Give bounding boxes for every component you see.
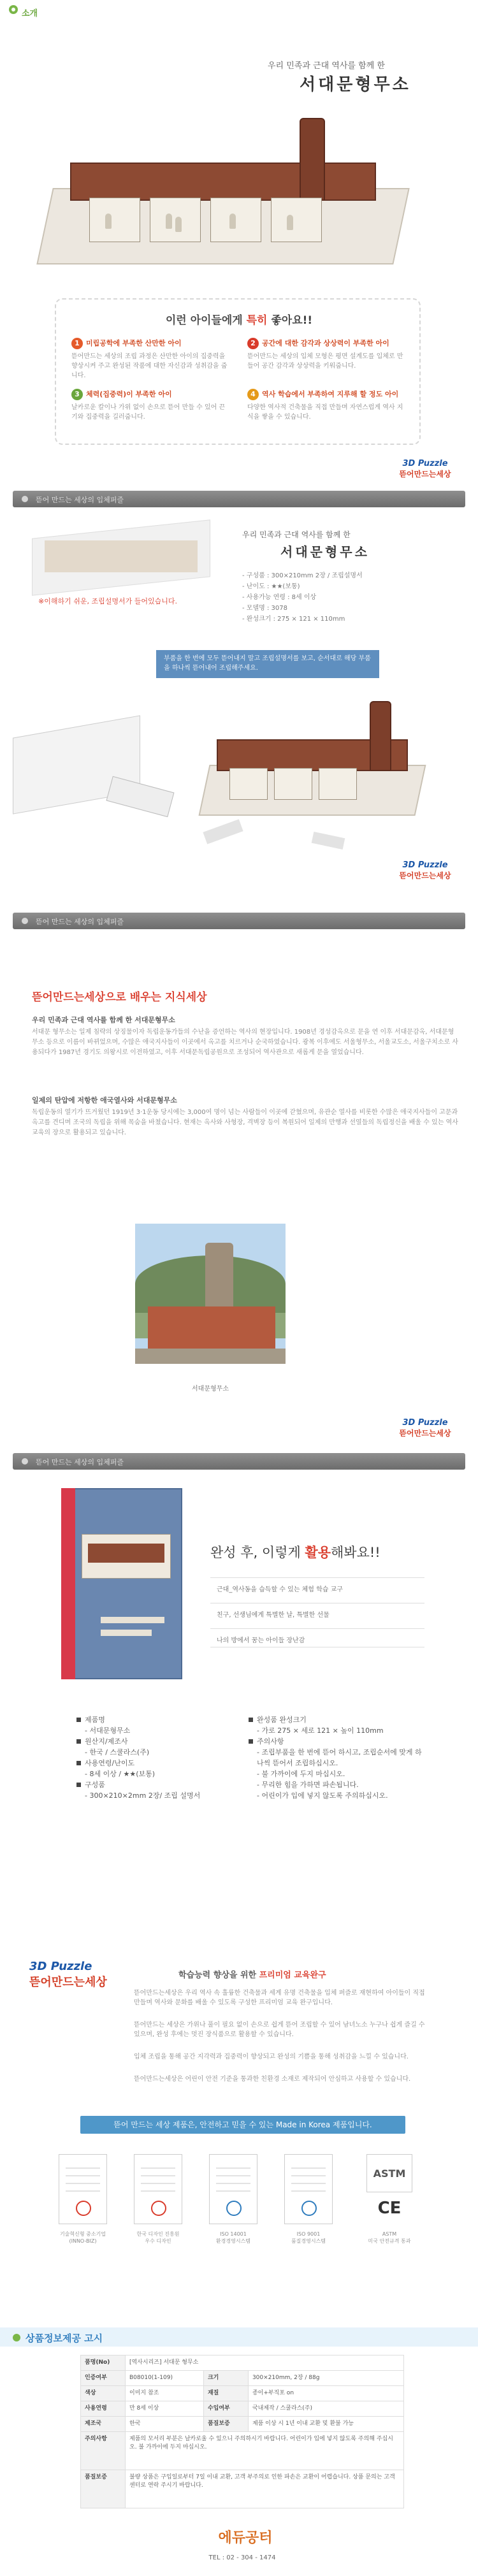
benefit-item bbox=[71, 338, 231, 380]
edu-brand-line2: 뜯어만드는세상 bbox=[29, 1976, 107, 1989]
detail-value: - 한국 / 스쿨라스(주) bbox=[85, 1748, 150, 1756]
intro-label: 소개 bbox=[22, 9, 38, 18]
brand-logo bbox=[390, 1418, 460, 1438]
detail-value: - 8세 이상 / ★★(보통) bbox=[85, 1770, 156, 1778]
spec-subtitle: 우리 민족과 근대 역사를 함께 한 bbox=[242, 530, 351, 539]
edu-tagline-pre: 학습능력 향상을 위한 bbox=[178, 1971, 259, 1980]
table-cell: 이미지 참조 bbox=[126, 2386, 204, 2401]
table-header-cell: 재질 bbox=[203, 2386, 248, 2401]
benefit-title bbox=[56, 311, 422, 327]
brand-logo-line2: 뜯어만드는세상 bbox=[399, 871, 451, 880]
certificate-caption: ISO 14001 환경경영시스템 bbox=[215, 2231, 251, 2244]
brand-logo-line1: 3D Puzzle bbox=[402, 1418, 448, 1428]
benefit-box bbox=[55, 298, 421, 445]
product-details-right bbox=[249, 1714, 427, 1801]
astm-logo: ASTM bbox=[366, 2154, 412, 2192]
detail-value: - 300×210×2mm 2장/ 조립 설명서 bbox=[85, 1791, 201, 1800]
prison-photo bbox=[135, 1224, 286, 1364]
table-header-cell: 색상 bbox=[81, 2386, 126, 2401]
edu-paragraph: 입체 조립을 통해 공간 지각력과 집중력이 향상되고 완성의 기쁨을 통해 성취감을 느낄 수 있습니다. bbox=[134, 2053, 409, 2060]
benefit-text: 다양한 역사적 건축물을 직접 만들며 자연스럽게 역사 지식을 쌓을 수 있습니다. bbox=[247, 404, 403, 421]
table-header-cell: 주의사항 bbox=[81, 2432, 126, 2470]
table-row bbox=[81, 2470, 404, 2508]
spec-title: 서대문형무소 bbox=[280, 544, 370, 560]
bar-bullet-icon bbox=[22, 1458, 28, 1465]
detail-heading: 제품명 bbox=[85, 1716, 105, 1724]
table-cell: 제품 이상 시 1년 이내 교환 및 환불 가능 bbox=[248, 2417, 403, 2432]
usage-title-post: 해봐요!! bbox=[331, 1545, 380, 1560]
puzzle-sheet-parts bbox=[45, 540, 198, 572]
spec-line: - 사용가능 연령 : 8세 이상 bbox=[242, 594, 317, 601]
benefit-number-badge: 1 bbox=[71, 338, 83, 349]
edu-tagline bbox=[178, 1968, 326, 1980]
usage-item: 근대_역사동을 습득할 수 있는 체험 학습 교구 bbox=[210, 1577, 424, 1596]
table-cell: 불량 상품은 구입일로부터 7일 이내 교환, 고객 부주의로 인한 파손은 교환이 어렵습니다. 상품 문의는 고객센터로 연락 주시기 바랍니다. bbox=[126, 2470, 404, 2508]
table-header-cell: 품질보증 bbox=[203, 2417, 248, 2432]
spec-line: - 완성크기 : 275 × 121 × 110mm bbox=[242, 616, 345, 623]
table-cell: 국내제작 / 스쿨라스(주) bbox=[248, 2401, 403, 2417]
story-title: 뜯어만드는세상으로 배우는 지식세상 bbox=[32, 991, 207, 1004]
brand-logo-line2: 뜯어만드는세상 bbox=[399, 470, 451, 479]
footer-brand-text: 에듀공터 bbox=[218, 2530, 273, 2546]
table-cell: 한국 bbox=[126, 2417, 204, 2432]
usage-title-highlight: 활용 bbox=[305, 1545, 331, 1560]
benefit-text: 뜯어만드는 세상의 입체 모형은 평면 설계도를 입체로 만들어 공간 감각과 상상력을 키워줍니다. bbox=[247, 353, 403, 370]
footer-brand-logo bbox=[204, 2527, 287, 2550]
edu-brand-logo bbox=[29, 1960, 107, 1990]
table-cell: 종이+부직포 on bbox=[248, 2386, 403, 2401]
spec-line: - 난이도 : ★★(보통) bbox=[242, 583, 300, 590]
certificate-image bbox=[134, 2154, 182, 2224]
edu-paragraph: 뜯어만드는 세상은 가위나 풀이 필요 없이 손으로 쉽게 뜯어 조립할 수 있어 남녀노소 누구나 쉽게 즐길 수 있으며, 완성 후에는 멋진 장식품으로 활용할 수 있습니다. bbox=[134, 2022, 425, 2038]
benefit-title-post: 좋아요!! bbox=[267, 314, 313, 327]
table-header-cell: 인증여부 bbox=[81, 2371, 126, 2386]
benefit-title-highlight: 특히 bbox=[246, 314, 268, 327]
table-header-cell: 수입여부 bbox=[203, 2401, 248, 2417]
story-paragraph: 서대문 형무소는 일제 침략의 상징물이자 독립운동가들의 수난을 증언하는 역사의 현장입니다. 1908년 경성감옥으로 문을 연 이후 서대문감옥, 서대문형무소 등으로 이름이 바뀌었으며, 수많은 애국지사들이 이곳에서 옥고를 치르거나 순국하였습니다. 광복 이후에도 서울형무소, 서울교도소, 서울구치소로 사용되다가 1987년 경기도 의왕시로 이전하였고, 이후 서대문독립공원으로 조성되어 역사관으로 새롭게 문을 열었습니다. bbox=[32, 1029, 458, 1056]
benefit-number-badge: 4 bbox=[247, 389, 259, 400]
detail-heading: 구성품 bbox=[85, 1781, 105, 1789]
package-box-image bbox=[61, 1488, 182, 1679]
table-cell: 만 8세 이상 bbox=[126, 2401, 204, 2417]
benefit-item bbox=[247, 389, 407, 422]
table-header-cell: 제조국 bbox=[81, 2417, 126, 2432]
footer-phone: TEL : 02 - 304 - 1474 bbox=[208, 2554, 276, 2561]
benefit-heading: 역사 학습에서 부족하여 지루해 할 정도 아이 bbox=[262, 390, 399, 398]
table-row bbox=[81, 2417, 404, 2432]
table-header-cell: 품명(No) bbox=[81, 2355, 126, 2371]
certificate-caption: 기술혁신형 중소기업 (INNO-BIZ) bbox=[59, 2231, 106, 2244]
usage-item: 나의 방에서 꿈는 아이들 장난감 bbox=[210, 1628, 424, 1647]
benefit-heading: 체력(집중력)이 부족한 아이 bbox=[86, 390, 172, 398]
intro-subtitle: 우리 민족과 근대 역사를 함께 한 bbox=[268, 61, 385, 71]
table-header-cell: 크기 bbox=[203, 2371, 248, 2386]
detail-value: - 가로 275 × 세로 121 × 높이 110mm bbox=[257, 1726, 384, 1735]
brand-logo-line2: 뜯어만드는세상 bbox=[399, 1429, 451, 1438]
certificate-image bbox=[284, 2154, 333, 2224]
section-bar bbox=[13, 491, 465, 507]
table-row bbox=[81, 2432, 404, 2470]
section-bar bbox=[13, 913, 465, 929]
table-cell: [역사시리즈] 서대문 형무소 bbox=[126, 2355, 404, 2371]
spec-line: - 모델명 : 3078 bbox=[242, 605, 287, 612]
ce-mark-icon: CE bbox=[377, 2199, 402, 2218]
product-info-table bbox=[80, 2355, 404, 2508]
bar-bullet-icon bbox=[22, 918, 28, 924]
story-subheading: 우리 민족과 근대 역사를 함께 한 서대문형무소 bbox=[32, 1016, 175, 1024]
table-cell: 300×210mm, 2장 / 88g bbox=[248, 2371, 403, 2386]
table-cell: 제품의 모서리 부분은 날카로울 수 있으니 주의하시기 바랍니다. 어린이가 입에 넣지 않도록 주의해 주십시오. 불 가까이에 두지 마십시오. bbox=[126, 2432, 404, 2470]
table-row bbox=[81, 2386, 404, 2401]
benefit-title-pre: 이런 아이들에게 bbox=[165, 314, 247, 327]
intro-bullet-icon bbox=[9, 5, 18, 14]
info-title: 상품정보제공 고시 bbox=[25, 2333, 103, 2344]
table-row bbox=[81, 2401, 404, 2417]
detail-heading: 원산지/제조사 bbox=[85, 1737, 128, 1746]
detail-value: - 조립부품을 한 번에 뜯어 하시고, 조립순서에 맞게 하나씩 뜯어서 조립하십시오. - 불 가까이에 두지 마십시오. - 무리한 힘을 가하면 파손됩니다. - 어린이가 입에 넣지 않도록 주의하십시오. bbox=[257, 1748, 422, 1800]
section-bar-label: 뜯어 만드는 세상의 입체퍼즐 bbox=[36, 918, 124, 926]
brand-logo-line1: 3D Puzzle bbox=[402, 860, 448, 870]
spec-line: - 구성품 : 300×210mm 2장 / 조립설명서 bbox=[242, 572, 363, 579]
table-header-cell: 품질보증 bbox=[81, 2470, 126, 2508]
benefit-item bbox=[71, 389, 231, 422]
spec-list bbox=[242, 570, 363, 625]
certificate-image bbox=[59, 2154, 107, 2224]
section-bar bbox=[13, 1453, 465, 1470]
usage-item: 친구, 선생님에게 특별한 날, 특별한 선물 bbox=[210, 1603, 424, 1622]
brand-logo bbox=[390, 459, 460, 479]
usage-title-pre: 완성 후, 이렇게 bbox=[210, 1545, 305, 1560]
building-model-image bbox=[25, 112, 421, 277]
usage-title bbox=[210, 1542, 380, 1561]
section-bar-label: 뜯어 만드는 세상의 입체퍼즐 bbox=[36, 496, 124, 504]
detail-heading: 사용연령/난이도 bbox=[85, 1759, 135, 1767]
certificate-caption: ASTM 미국 안전규격 통과 bbox=[368, 2231, 411, 2244]
made-in-korea-banner: 뜯어 만드는 세상 제품은, 안전하고 믿을 수 있는 Made in Korea 제품입니다. bbox=[80, 2116, 405, 2134]
instruction-box: 부품을 한 번에 모두 뜯어내지 말고 조립설명서를 보고, 순서대로 해당 부품을 하나씩 뜯어내어 조립해주세요. bbox=[156, 650, 379, 678]
detail-heading: 주의사항 bbox=[257, 1737, 284, 1746]
benefit-text: 날카로운 칼이나 가위 없이 손으로 뜯어 만들 수 있어 끈기와 집중력을 길러줍니다. bbox=[71, 404, 226, 421]
detail-heading: 완성품 완성크기 bbox=[257, 1716, 307, 1724]
benefit-number-badge: 2 bbox=[247, 338, 259, 349]
manual-note: ※이해하기 쉬운, 조립설명서가 들어있습니다. bbox=[38, 597, 177, 605]
benefit-heading: 공간에 대한 감각과 상상력이 부족한 아이 bbox=[262, 339, 389, 347]
detail-value: - 서대문형무소 bbox=[85, 1726, 131, 1735]
table-row bbox=[81, 2355, 404, 2371]
benefit-item bbox=[247, 338, 407, 371]
edu-brand-line1: 3D Puzzle bbox=[29, 1960, 92, 1973]
table-header-cell: 사용연령 bbox=[81, 2401, 126, 2417]
benefit-heading: 미립공학에 부족한 산만한 아이 bbox=[86, 339, 182, 347]
bar-bullet-icon bbox=[22, 496, 28, 502]
section-bar-label: 뜯어 만드는 세상의 입체퍼즐 bbox=[36, 1458, 124, 1466]
photo-caption: 서대문형무소 bbox=[192, 1386, 229, 1393]
intro-title: 서대문형무소 bbox=[300, 75, 411, 94]
brand-logo-line1: 3D Puzzle bbox=[402, 459, 448, 468]
brand-logo bbox=[390, 860, 460, 881]
package-strip bbox=[61, 1488, 75, 1679]
certificate-caption: ISO 9001 품질경영시스템 bbox=[291, 2231, 326, 2244]
benefit-text: 뜯어만드는 세상의 조립 과정은 산만한 아이의 집중력을 향상시켜 주고 완성된 작품에 대한 자신감과 성취감을 줍니다. bbox=[71, 353, 228, 379]
table-row bbox=[81, 2371, 404, 2386]
edu-paragraph: 뜯어만드는세상은 어린이 안전 기준을 통과한 친환경 소재로 제작되어 안심하고 사용할 수 있습니다. bbox=[134, 2076, 411, 2083]
story-subheading: 일제의 탄압에 저항한 애국열사와 서대문형무소 bbox=[32, 1096, 177, 1104]
certificate-image bbox=[209, 2154, 257, 2224]
assembly-image bbox=[13, 688, 459, 867]
info-bullet-icon bbox=[13, 2334, 20, 2341]
certificate-caption: 한국 디자인 진흥원 우수 디자인 bbox=[136, 2231, 180, 2244]
table-cell: B08010(1-109) bbox=[126, 2371, 204, 2386]
edu-tagline-highlight: 프리미엄 교육완구 bbox=[259, 1971, 326, 1980]
benefit-number-badge: 3 bbox=[71, 389, 83, 400]
edu-paragraph: 뜯어만드는세상은 우리 역사 속 훌륭한 건축물과 세계 유명 건축물을 입체 퍼즐로 재현하여 아이들이 직접 만들며 역사와 문화를 배울 수 있도록 구성한 프리미엄 교육 완구입니다. bbox=[134, 1990, 425, 2006]
product-details-left bbox=[76, 1714, 229, 1801]
story-paragraph: 독립운동의 열기가 뜨거웠던 1919년 3·1운동 당시에는 3,000여 명이 넘는 사람들이 이곳에 갇혔으며, 유관순 열사를 비롯한 수많은 애국지사들이 고문과 옥고를 견디며 조국의 독립을 위해 목숨을 바쳤습니다. 현재는 옥사와 사형장, 격벽장 등이 복원되어 일제의 만행과 선열들의 독립정신을 배울 수 있는 역사 교육의 장으로 활용되고 있습니다. bbox=[32, 1109, 458, 1136]
